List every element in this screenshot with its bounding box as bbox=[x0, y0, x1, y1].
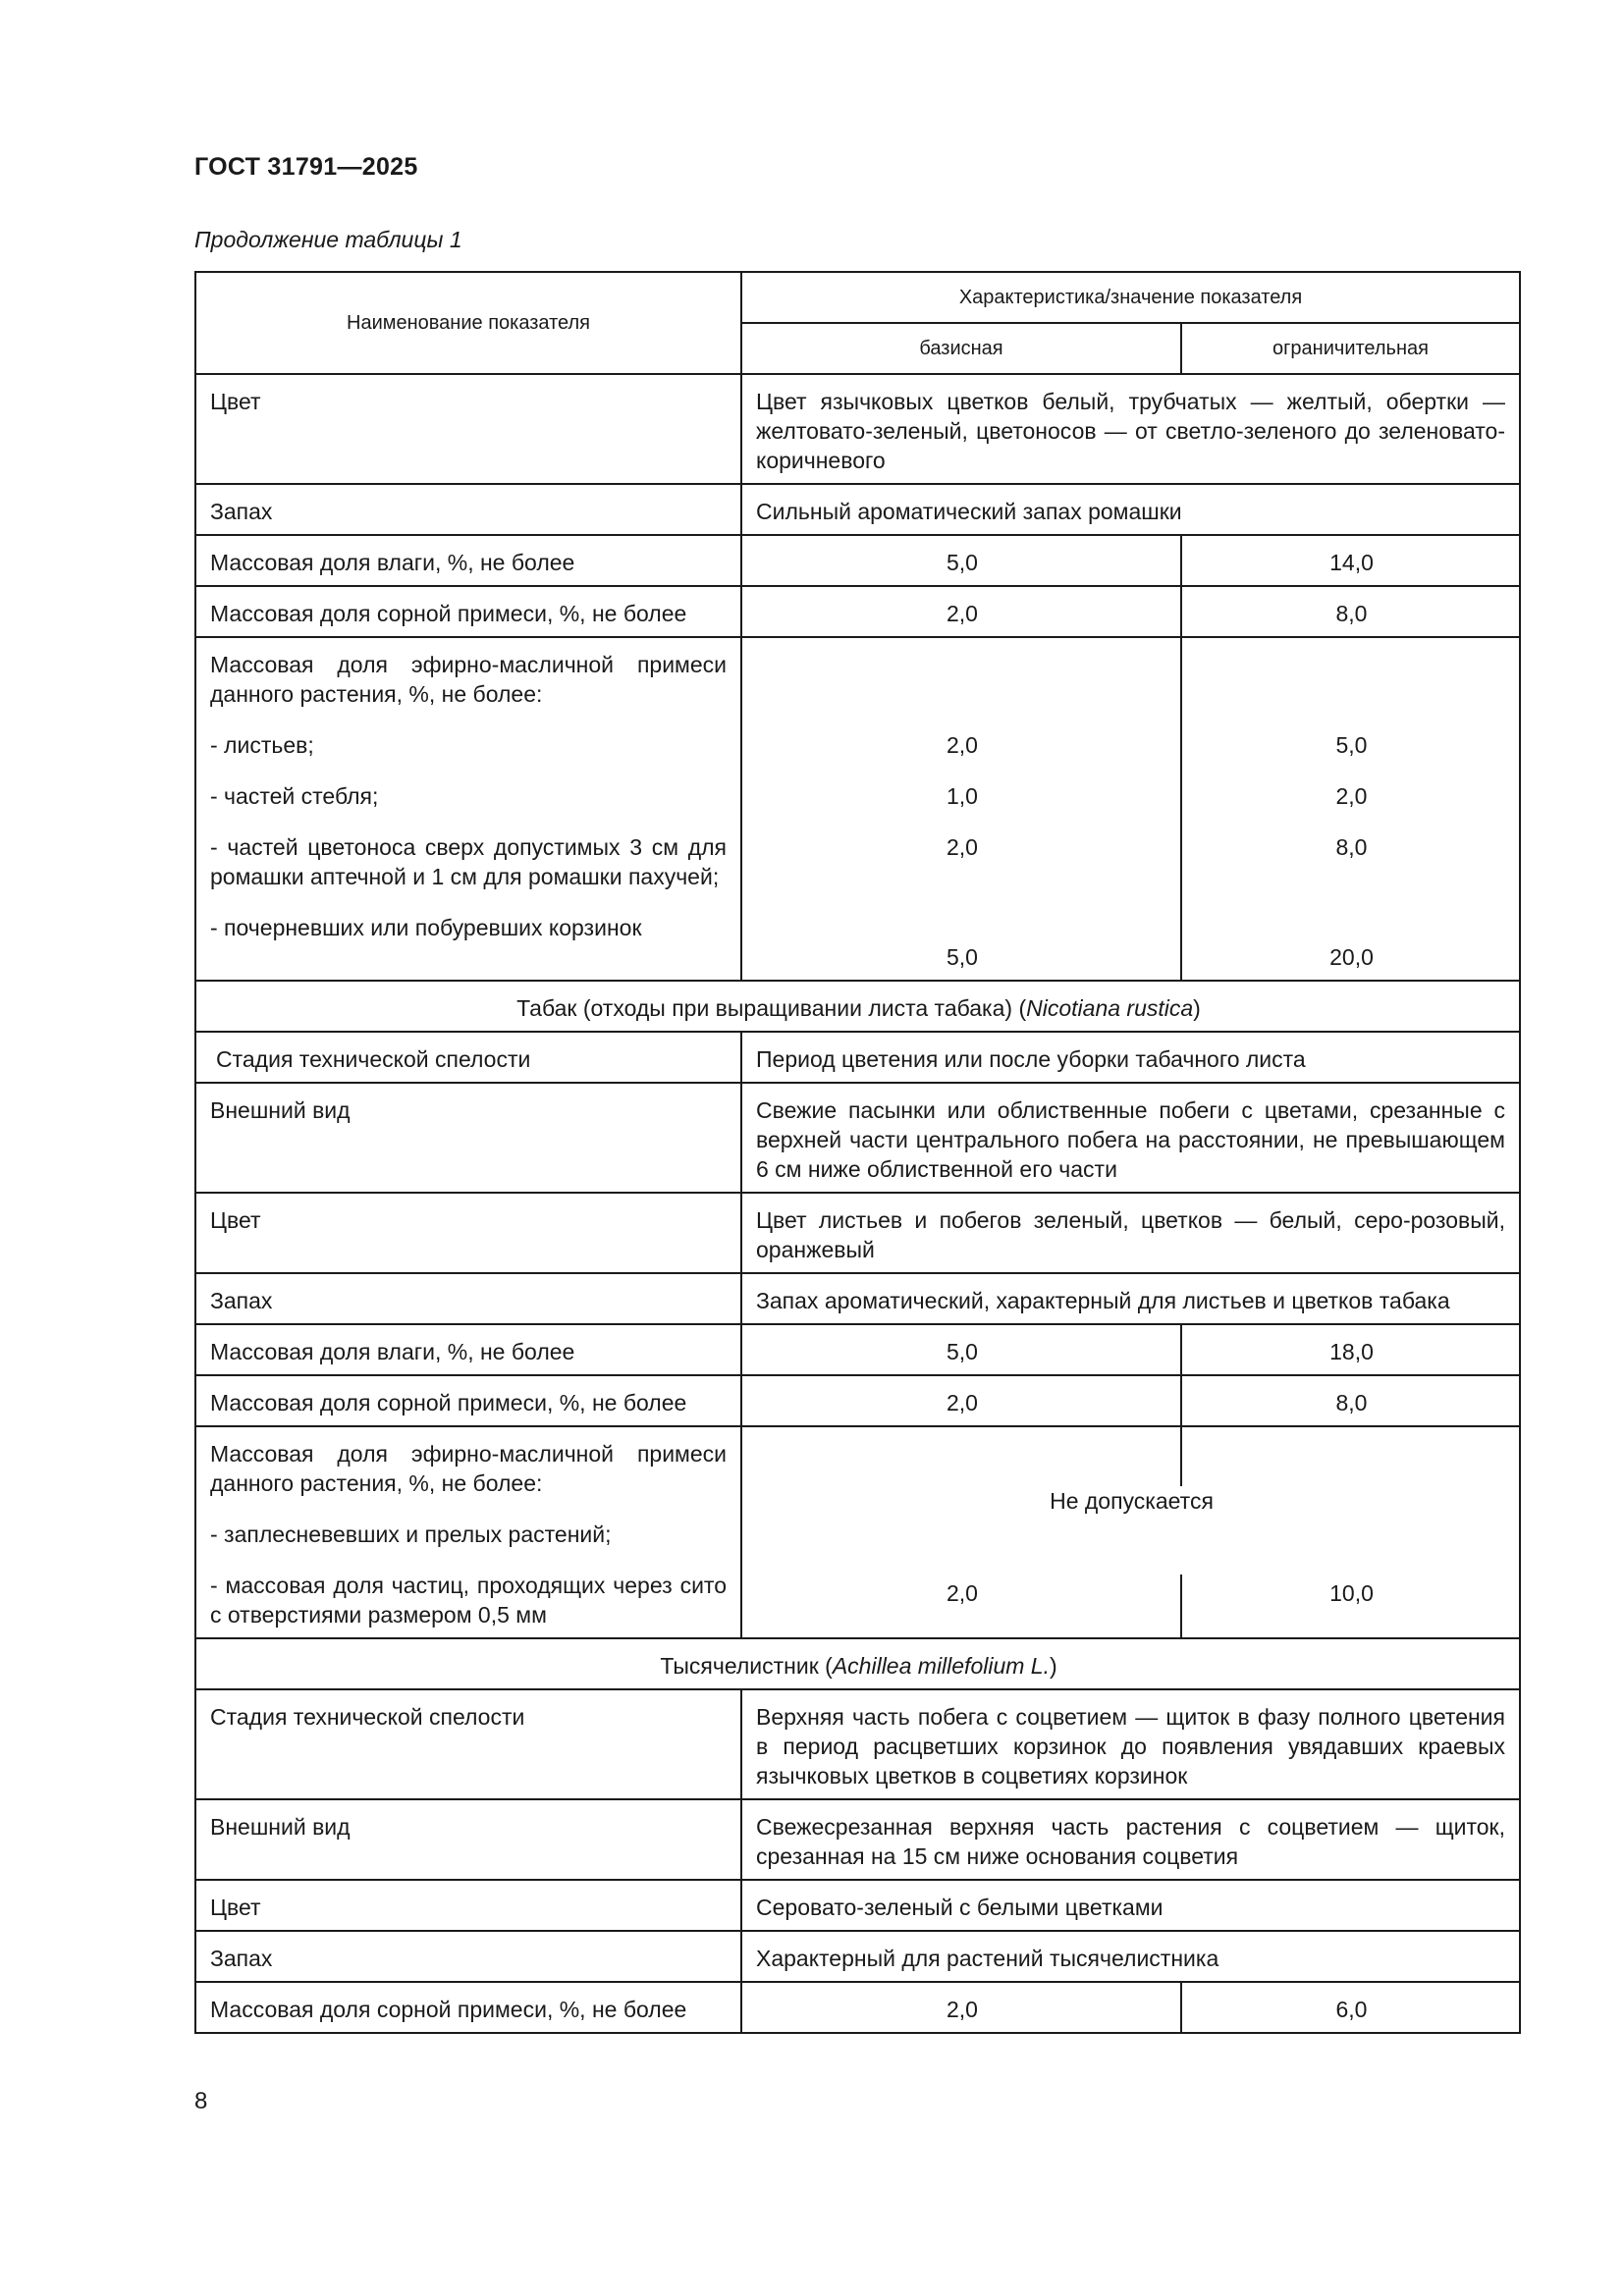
table-row bbox=[195, 535, 1520, 586]
section-title bbox=[195, 1638, 1520, 1689]
section-row-tobacco bbox=[195, 981, 1520, 1032]
admixture-basic: 5,0 bbox=[947, 944, 978, 970]
table-row bbox=[195, 1931, 1520, 1982]
row-basic: 2,0 bbox=[741, 1982, 1181, 2033]
row-name: Цвет bbox=[195, 1193, 741, 1273]
row-limiting: 10,0 bbox=[1181, 1575, 1520, 1638]
admixture-limiting: 2,0 bbox=[1335, 783, 1368, 809]
row-limiting: 18,0 bbox=[1181, 1324, 1520, 1375]
table-header-row bbox=[195, 272, 1520, 323]
table-row bbox=[195, 1324, 1520, 1375]
row-name: Цвет bbox=[195, 374, 741, 484]
col-header-basic: базисная bbox=[741, 323, 1181, 374]
row-value: Цвет листьев и побегов зеленый, цветков — белый, серо-розовый, оранжевый bbox=[741, 1193, 1520, 1273]
admixture-item: - частей цветоноса сверх допустимых 3 см для ромашки аптечной и 1 см для ромашки пахучей; bbox=[210, 834, 727, 889]
row-name: Массовая доля влаги, %, не более bbox=[195, 535, 741, 586]
col-header-name: Наименование показателя bbox=[195, 272, 741, 374]
section-prefix: Тысячелистник ( bbox=[660, 1653, 833, 1679]
admixture-item: - частей стебля; bbox=[210, 783, 379, 809]
row-limiting: 14,0 bbox=[1181, 535, 1520, 586]
row-value: Цвет язычковых цветков белый, трубчатых — желтый, обертки — желтовато-зеленый, цветоносов — от светло-зеленого до зеленовато-коричневого bbox=[741, 374, 1520, 484]
section-latin-name: Achillea millefolium L. bbox=[832, 1653, 1050, 1679]
col-header-limiting: ограничительная bbox=[1181, 323, 1520, 374]
row-limiting: 8,0 bbox=[1181, 1375, 1520, 1426]
row-name: Запах bbox=[195, 484, 741, 535]
page-number: 8 bbox=[194, 2088, 208, 2114]
table-row bbox=[195, 1689, 1520, 1799]
row-limiting-stack bbox=[1181, 637, 1520, 981]
row-basic: 5,0 bbox=[741, 535, 1181, 586]
row-name: Внешний вид bbox=[195, 1083, 741, 1193]
row-basic-stack bbox=[741, 637, 1181, 981]
admixture-item: - заплесневевших и прелых растений; bbox=[210, 1522, 612, 1547]
admixture-basic: 2,0 bbox=[947, 732, 978, 758]
row-value: Серовато-зеленый с белыми цветками bbox=[741, 1880, 1520, 1931]
row-value: Характерный для растений тысячелистника bbox=[741, 1931, 1520, 1982]
table-row bbox=[195, 1032, 1520, 1083]
table-row bbox=[195, 1880, 1520, 1931]
admixture-item: - почерневших или побуревших корзинок bbox=[210, 915, 642, 940]
table-row bbox=[195, 1799, 1520, 1880]
row-name: Массовая доля сорной примеси, %, не более bbox=[195, 586, 741, 637]
row-value: Период цветения или после уборки табачного листа bbox=[741, 1032, 1520, 1083]
admixture-title: Массовая доля эфирно-масличной примеси данного растения, %, не более: bbox=[210, 1441, 727, 1496]
table-row bbox=[195, 1273, 1520, 1324]
row-value: Запах ароматический, характерный для листьев и цветков табака bbox=[741, 1273, 1520, 1324]
admixture-basic: 2,0 bbox=[947, 834, 978, 860]
row-value: Свежесрезанная верхняя часть растения с соцветием — щиток, срезанная на 15 см ниже основания соцветия bbox=[741, 1799, 1520, 1880]
table-row bbox=[195, 1375, 1520, 1426]
row-name: Стадия технической спелости bbox=[195, 1032, 741, 1083]
row-name: Цвет bbox=[195, 1880, 741, 1931]
admixture-limiting: 20,0 bbox=[1329, 944, 1374, 970]
table-row bbox=[195, 637, 1520, 981]
table-row bbox=[195, 374, 1520, 484]
section-row-yarrow bbox=[195, 1638, 1520, 1689]
section-suffix: ) bbox=[1193, 995, 1201, 1021]
table-row bbox=[195, 1083, 1520, 1193]
table-row bbox=[195, 484, 1520, 535]
section-title bbox=[195, 981, 1520, 1032]
table-caption: Продолжение таблицы 1 bbox=[194, 227, 462, 252]
section-prefix: Табак (отходы при выращивании листа табака) ( bbox=[516, 995, 1027, 1021]
document-header: ГОСТ 31791—2025 bbox=[194, 153, 418, 181]
section-suffix: ) bbox=[1049, 1653, 1057, 1679]
admixture-basic: 1,0 bbox=[947, 783, 978, 809]
table-row bbox=[195, 586, 1520, 637]
admixture-item: - массовая доля частиц, проходящих через сито с отверстиями размером 0,5 мм bbox=[210, 1573, 727, 1628]
admixture-limiting: 8,0 bbox=[1335, 834, 1368, 860]
row-name-admixture bbox=[195, 1426, 741, 1638]
admixture-title: Массовая доля эфирно-масличной примеси данного растения, %, не более: bbox=[210, 652, 727, 707]
row-name: Массовая доля сорной примеси, %, не более bbox=[195, 1375, 741, 1426]
col-header-characteristic: Характеристика/значение показателя bbox=[741, 272, 1520, 323]
row-basic: 2,0 bbox=[741, 586, 1181, 637]
row-name: Внешний вид bbox=[195, 1799, 741, 1880]
row-limiting: 6,0 bbox=[1181, 1982, 1520, 2033]
moldy-value: Не допускается bbox=[741, 1486, 1520, 1575]
specification-table bbox=[194, 271, 1521, 2034]
section-latin-name: Nicotiana rustica bbox=[1026, 995, 1194, 1021]
row-name: Запах bbox=[195, 1273, 741, 1324]
row-name-admixture bbox=[195, 637, 741, 981]
row-basic: 2,0 bbox=[741, 1375, 1181, 1426]
table-row bbox=[195, 1982, 1520, 2033]
row-name: Массовая доля сорной примеси, %, не более bbox=[195, 1982, 741, 2033]
row-value: Сильный ароматический запах ромашки bbox=[741, 484, 1520, 535]
row-value: Верхняя часть побега с соцветием — щиток в фазу полного цветения в период расцветших корзинок до появления увядавших краевых язычковых цветков в соцветиях корзинок bbox=[741, 1689, 1520, 1799]
row-name: Стадия технической спелости bbox=[195, 1689, 741, 1799]
admixture-item: - листьев; bbox=[210, 732, 314, 758]
row-value: Свежие пасынки или облиственные побеги с цветами, срезанные с верхней части центрального побега на расстоянии, не превышающем 6 см ниже облиственной его части bbox=[741, 1083, 1520, 1193]
row-basic: 5,0 bbox=[741, 1324, 1181, 1375]
admixture-limiting: 5,0 bbox=[1335, 732, 1368, 758]
row-limiting: 8,0 bbox=[1181, 586, 1520, 637]
table-row bbox=[195, 1193, 1520, 1273]
table-row bbox=[195, 1426, 1520, 1486]
row-name: Массовая доля влаги, %, не более bbox=[195, 1324, 741, 1375]
row-basic: 2,0 bbox=[741, 1575, 1181, 1638]
row-name: Запах bbox=[195, 1931, 741, 1982]
